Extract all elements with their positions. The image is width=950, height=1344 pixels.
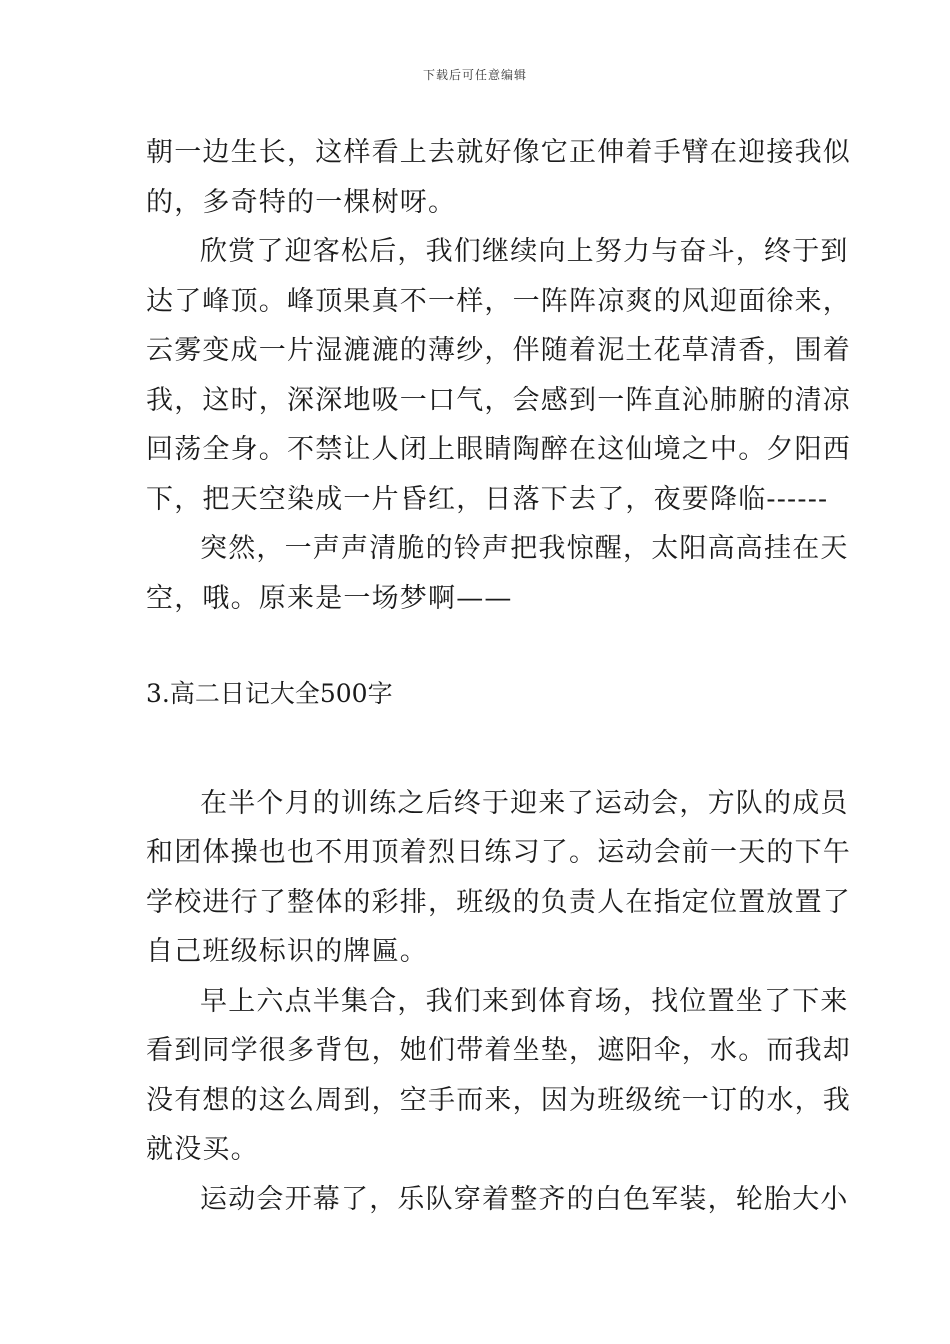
- paragraph-2: [146, 227, 851, 524]
- text-line: 在半个月的训练之后终于迎来了运动会，方队的成员: [200, 787, 849, 819]
- page-header-note: 下载后可任意编辑: [422, 68, 527, 82]
- text-line: 早上六点半集合，我们来到体育场，找位置坐了下来: [200, 985, 849, 1017]
- text-line: 和团体操也也不用顶着烈日练习了。运动会前一天的下午: [146, 837, 851, 868]
- section-paragraph-2: [146, 977, 851, 1175]
- text-line: 云雾变成一片湿漉漉的薄纱，伴随着泥土花草清香，围着: [146, 335, 851, 366]
- text-line: 突然，一声声清脆的铃声把我惊醒，太阳高高挂在天: [200, 533, 849, 564]
- text-line: 的，多奇特的一棵树呀。: [146, 186, 457, 218]
- text-line: 看到同学很多背包，她们带着坐垫，遮阳伞，水。而我却: [146, 1035, 851, 1066]
- text-line: 欣赏了迎客松后，我们继续向上努力与奋斗，终于到: [200, 236, 849, 267]
- text-line: 达了峰顶。峰顶果真不一样，一阵阵凉爽的风迎面徐来，: [146, 285, 851, 317]
- text-line: 运动会开幕了，乐队穿着整齐的白色军装，轮胎大小: [200, 1183, 849, 1215]
- document-body: [146, 128, 851, 1224]
- section-paragraph-1: [146, 779, 851, 977]
- text-line: 自己班级标识的牌匾。: [146, 936, 428, 967]
- section-heading: 3.高二日记大全500字: [146, 679, 393, 708]
- text-line: 朝一边生长，这样看上去就好像它正伸着手臂在迎接我似: [146, 137, 851, 168]
- paragraph-1: [146, 128, 851, 227]
- paragraph-3: [146, 524, 849, 623]
- text-line: 我，这时，深深地吸一口气，会感到一阵直沁肺腑的清凉: [146, 384, 851, 416]
- text-line: 就没买。: [146, 1134, 259, 1165]
- text-line: 没有想的这么周到，空手而来，因为班级统一订的水，我: [146, 1084, 851, 1116]
- text-line: 回荡全身。不禁让人闭上眼睛陶醉在这仙境之中。夕阳西: [146, 434, 851, 465]
- section-paragraph-3: [146, 1175, 849, 1225]
- text-line: 学校进行了整体的彩排，班级的负责人在指定位置放置了: [146, 886, 851, 918]
- text-line: 空，哦。原来是一场梦啊——: [146, 582, 513, 614]
- text-line: 下，把天空染成一片昏红，日落下去了，夜要降临------: [146, 483, 829, 515]
